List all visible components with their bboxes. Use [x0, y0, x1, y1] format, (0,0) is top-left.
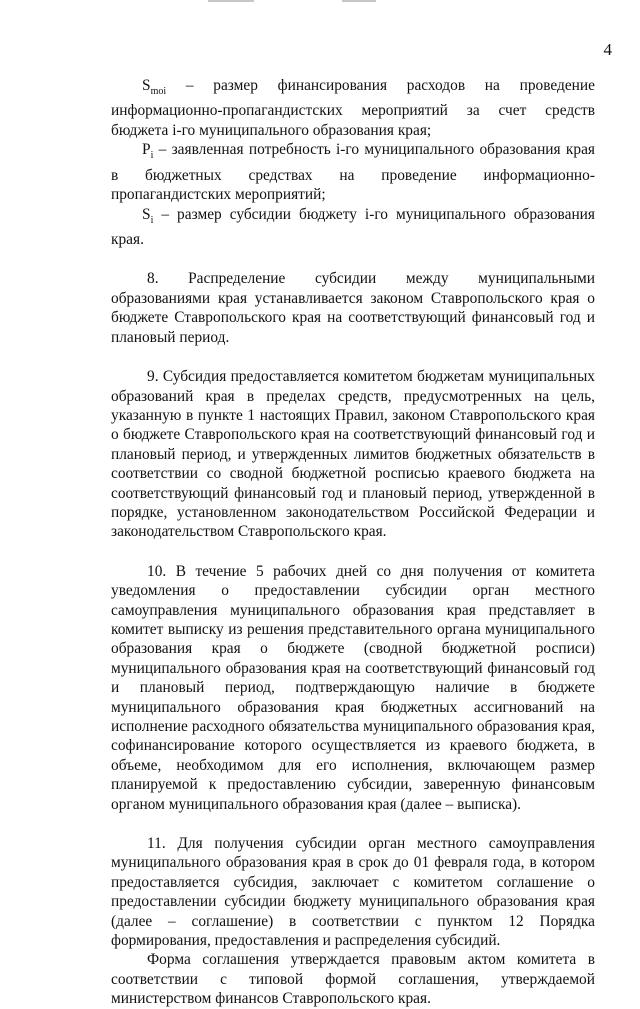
definition-s-moi: $S_{moi}$ – размер финансирования расходов на проведение информационно-пропагандистских мероприятий за счет средств бюджета i-го муниципального образования края;	[111, 77, 595, 139]
symbol-s-i: $S_i$	[142, 205, 154, 226]
paragraph-10: 10. В течение 5 рабочих дней со дня получения от комитета уведомления о предоставлении субсидии орган местного самоуправления муниципального образования края представляет в комитет выписку из решения представительного органа муниципального образования края о бюджете (сводной бюджетной росписи) муниципального образования края на соответствующий финансовый год и плановый период, подтверждающую наличие в бюджете муниципального образования края бюджетных ассигнований на исполнение расходного обязательства муниципального образования края, софинансирование которого осуществляется из краевого бюджета, в объеме, необходимом для его исполнения, включающем размер планируемой к предоставлению субсидии, заверенную финансовым органом муниципального образования края (далее – выписка).	[111, 562, 595, 813]
scan-artifact-right	[342, 0, 376, 2]
symbol-p-i: $P_i$	[142, 141, 154, 162]
formula-definitions	[111, 76, 595, 249]
paragraph-8: 8. Распределение субсидии между муниципальными образованиями края устанавливается законом Ставропольского края о бюджете Ставропольского края на соответствующий финансовый год и плановый период.	[111, 270, 595, 346]
paragraph-11: 11. Для получения субсидии орган местного самоуправления муниципального образования края в срок до 01 февраля года, в котором предоставляется субсидия, заключает с комитетом соглашение о предоставлении субсидии бюджету муниципального образования края (далее – соглашение) в соответствии с пунктом 12 Порядка формирования, предоставления и распределения субсидий.	[111, 835, 595, 950]
paragraph-11-agreement-form: Форма соглашения утверждается правовым актом комитета в соответствии с типовой формой соглашения, утверждаемой министерством финансов Ставропольского края.	[111, 951, 595, 1008]
page-number: 4	[603, 40, 612, 59]
symbol-s-moi: $S_{moi}$	[142, 77, 167, 98]
definition-s-i: $S_i$ – размер субсидии бюджету i-го муниципального образования края.	[111, 205, 595, 249]
definition-p-i: $P_i$ – заявленная потребность i-го муниципального образования края в бюджетных средствах на проведение информационно-пропагандистских мероприятий;	[111, 141, 595, 204]
paragraph-9: 9. Субсидия предоставляется комитетом бюджетам муниципальных образований края в пределах средств, предусмотренных на цель, указанную в пункте 1 настоящих Правил, законом Ставропольского края о бюджете Ставропольского края на соответствующий финансовый год и плановый период, и утвержденных лимитов бюджетных обязательств в соответствии со сводной бюджетной росписью краевого бюджета на соответствующий финансовый год и плановый период, утвержденной в порядке, установленном законодательством Российской Федерации и законодательством Ставропольского края.	[111, 368, 595, 541]
scan-artifact-left	[208, 0, 254, 2]
document-body	[111, 76, 595, 1009]
